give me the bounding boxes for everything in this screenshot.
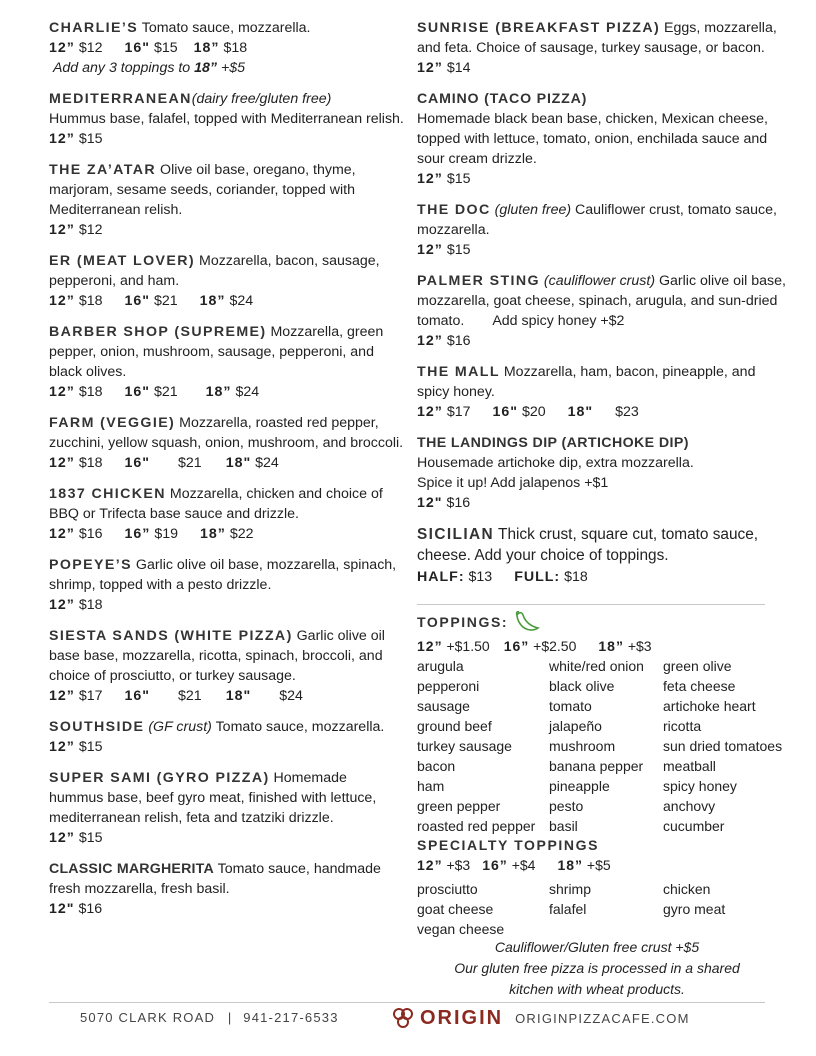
menu-item-charlies — [49, 18, 404, 78]
item-name: SUPER SAMI (GYRO PIZZA) — [49, 770, 270, 786]
specialty-list — [417, 879, 797, 939]
list-item: spicy honey — [663, 778, 737, 794]
list-item: arugula — [417, 658, 464, 674]
item-desc: Olive oil base, oregano, thyme, marjoram, sesame seeds, coriander, topped with Mediterranean relish. — [49, 162, 356, 218]
notes — [417, 937, 777, 1000]
footer-address — [80, 1010, 339, 1025]
item-name: CAMINO (TACO PIZZA) — [417, 91, 588, 107]
price-row: 12” $15 — [49, 739, 103, 755]
item-extra: Spice it up! Add jalapenos +$1 — [417, 475, 609, 491]
list-item: artichoke heart — [663, 698, 756, 714]
menu-item-camino — [417, 89, 789, 189]
toppings-section — [417, 611, 797, 836]
menu-item-sicilian — [417, 524, 789, 588]
price-row: 12” $18 16" $21 18" $24 — [49, 455, 279, 471]
item-desc: Garlic olive oil base base, mozzarella, ricotta, spinach, broccoli, and choice of prosciutto, or turkey sausage. — [49, 628, 385, 684]
item-name: PALMER STING — [417, 273, 540, 289]
separator: | — [227, 1010, 233, 1025]
price-row: 12” $17 16" $21 18" $24 — [49, 688, 303, 704]
item-desc: Housemade artichoke dip, extra mozzarella. — [417, 455, 694, 471]
list-item: tomato — [549, 698, 592, 714]
list-item: ham — [417, 778, 445, 794]
list-item: shrimp — [549, 881, 592, 897]
list-item: sausage — [417, 698, 470, 714]
brand-logo — [392, 1004, 690, 1032]
menu-item-sunrise — [417, 18, 789, 78]
item-desc: Mozzarella, roasted red pepper, zucchini, yellow squash, onion, mushroom, and broccoli. — [49, 415, 404, 451]
price-row: 12" $16 — [49, 901, 103, 917]
list-item: bacon — [417, 758, 456, 774]
list-item: feta cheese — [663, 678, 736, 694]
item-name: THE DOC — [417, 202, 491, 218]
chili-pepper-icon — [514, 611, 540, 633]
toppings-list — [417, 656, 797, 836]
gluten-note-line2: kitchen with wheat products. — [509, 981, 685, 997]
list-item: vegan cheese — [417, 921, 505, 937]
item-name: SICILIAN — [417, 526, 495, 543]
list-item: basil — [549, 818, 578, 834]
menu-item-1837-chicken — [49, 484, 404, 544]
menu-item-mediterranean — [49, 89, 404, 149]
menu-item-classic-margherita — [49, 859, 404, 919]
menu-item-super-sami — [49, 768, 404, 848]
list-item: banana pepper — [549, 758, 644, 774]
price-row: 12” $15 — [49, 131, 103, 147]
price-row: 12” $15 — [417, 242, 471, 258]
item-desc: Homemade hummus base, beef gyro meat, finished with lettuce, mediterranean relish, feta and tzatziki drizzle. — [49, 770, 377, 826]
price-row: 12” $18 16" $21 18” $24 — [49, 384, 260, 400]
list-item: turkey sausage — [417, 738, 512, 754]
list-item: green pepper — [417, 798, 501, 814]
price-row: 12” $17 16" $20 18" $23 — [417, 404, 639, 420]
specialty-title: SPECIALTY TOPPINGS — [417, 837, 600, 853]
item-name: SOUTHSIDE — [49, 719, 145, 735]
list-item: prosciutto — [417, 881, 478, 897]
list-item: ground beef — [417, 718, 492, 734]
list-item: green olive — [663, 658, 732, 674]
list-item: goat cheese — [417, 901, 494, 917]
item-desc: Garlic olive oil base, mozzarella, spinach, shrimp, topped with a pesto drizzle. — [49, 557, 397, 593]
price-row: 12” $16 16” $19 18” $22 — [49, 526, 254, 542]
gluten-note-line1: Our gluten free pizza is processed in a shared — [454, 960, 740, 976]
footer-divider — [49, 1002, 765, 1003]
item-name: FARM (VEGGIE) — [49, 415, 176, 431]
menu-item-barber-shop — [49, 322, 404, 402]
list-item: pepperoni — [417, 678, 480, 694]
price-row: 12" $16 — [417, 495, 471, 511]
item-name: THE ZA’ATAR — [49, 162, 157, 178]
phone: 941-217-6533 — [243, 1010, 339, 1025]
price-row: 12” $18 16" $21 18” $24 — [49, 293, 254, 309]
list-item: gyro meat — [663, 901, 726, 917]
crust-note: Cauliflower/Gluten free crust +$5 — [494, 939, 700, 955]
menu-item-siesta-sands — [49, 626, 404, 706]
item-name: SIESTA SANDS (WHITE PIZZA) — [49, 628, 293, 644]
list-item: black olive — [549, 678, 615, 694]
item-name: CLASSIC MARGHERITA — [49, 861, 214, 877]
list-item: chicken — [663, 881, 711, 897]
item-desc: Mozzarella, ham, bacon, pineapple, and spicy honey. — [417, 364, 756, 400]
item-desc: Mozzarella, chicken and choice of BBQ or Trifecta base sauce and drizzle. — [49, 486, 383, 522]
item-tag: (dairy free/gluten free) — [191, 91, 332, 107]
item-extra: Add any 3 toppings to 18” +$5 — [52, 60, 246, 76]
item-name: THE MALL — [417, 364, 500, 380]
left-column — [49, 18, 404, 930]
item-desc: Thick crust, square cut, tomato sauce, cheese. Add your choice of toppings. — [417, 526, 759, 564]
item-tag: (cauliflower crust) — [539, 273, 656, 289]
menu-item-southside — [49, 717, 404, 757]
price-row: 12” $15 — [417, 171, 471, 187]
list-item: meatball — [663, 758, 716, 774]
menu-item-the-mall — [417, 362, 789, 422]
item-desc: Hummus base, falafel, topped with Mediterranean relish. — [49, 111, 404, 127]
divider — [417, 604, 765, 605]
item-tag: (GF crust) — [144, 719, 212, 735]
item-name: BARBER SHOP (SUPREME) — [49, 324, 267, 340]
list-item: anchovy — [663, 798, 716, 814]
item-desc: Garlic olive oil base, mozzarella, goat cheese, spinach, arugula, and sun-dried tomato. — [417, 273, 786, 329]
item-name: ER (MEAT LOVER) — [49, 253, 196, 269]
item-desc: Homemade black bean base, chicken, Mexican cheese, topped with lettuce, tomato, onion, enchilada sauce and sour cream drizzle. — [417, 111, 768, 167]
brand-name: ORIGIN — [420, 1006, 504, 1029]
item-extra: Add spicy honey +$2 — [492, 313, 625, 329]
item-name: 1837 CHICKEN — [49, 486, 166, 502]
list-item: ricotta — [663, 718, 702, 734]
item-desc: Mozzarella, bacon, sausage, pepperoni, and ham. — [49, 253, 380, 289]
list-item: pesto — [549, 798, 584, 814]
specialty-toppings-section — [417, 835, 797, 939]
right-column — [417, 18, 789, 599]
price-row: 12” $12 — [49, 222, 103, 238]
menu-item-farm — [49, 413, 404, 473]
item-desc: Tomato sauce, mozzarella. — [138, 20, 311, 36]
list-item: sun dried tomatoes — [663, 738, 783, 754]
menu-item-palmer-sting — [417, 271, 789, 351]
price-row: 12” $16 — [417, 333, 471, 349]
item-name: MEDITERRANEAN — [49, 91, 192, 107]
item-name: THE LANDINGS DIP (ARTICHOKE DIP) — [417, 435, 689, 451]
price-row: 12” $14 — [417, 60, 471, 76]
list-item: falafel — [549, 901, 587, 917]
toppings-prices: 12” +$1.50 16” +$2.50 18” +$3 — [417, 638, 652, 654]
menu-item-zaatar — [49, 160, 404, 240]
list-item: cucumber — [663, 818, 725, 834]
address: 5070 CLARK ROAD — [80, 1010, 216, 1025]
item-name: CHARLIE’S — [49, 20, 139, 36]
item-desc: Mozzarella, green pepper, onion, mushroom, sausage, pepperoni, and black olives. — [49, 324, 384, 380]
list-item: white/red onion — [549, 658, 644, 674]
list-item: mushroom — [549, 738, 616, 754]
price-row: 12” $12 16" $15 18” $18 — [49, 40, 248, 56]
menu-item-er — [49, 251, 404, 311]
price-row: 12” $15 — [49, 830, 103, 846]
website: ORIGINPIZZACAFE.COM — [515, 1010, 690, 1026]
item-name: POPEYE’S — [49, 557, 132, 573]
menu-item-the-landings-dip — [417, 433, 789, 513]
item-tag: (gluten free) — [490, 202, 572, 218]
item-desc: Tomato sauce, handmade fresh mozzarella, fresh basil. — [49, 861, 381, 897]
price-row: HALF: $13 FULL: $18 — [417, 569, 588, 585]
menu-item-the-doc — [417, 200, 789, 260]
item-name: SUNRISE (BREAKFAST PIZZA) — [417, 20, 661, 36]
list-item: roasted red pepper — [417, 818, 536, 834]
item-desc: Eggs, mozzarella, and feta. Choice of sausage, turkey sausage, or bacon. — [417, 20, 777, 56]
item-desc: Cauliflower crust, tomato sauce, mozzarella. — [417, 202, 777, 238]
item-desc: Tomato sauce, mozzarella. — [211, 719, 385, 735]
price-row: 12” $18 — [49, 597, 103, 613]
toppings-title: TOPPINGS: — [417, 614, 509, 630]
specialty-prices: 12” +$3 16” +$4 18” +$5 — [417, 857, 611, 873]
pizza-logo-icon — [392, 1007, 414, 1029]
menu-item-popeyes — [49, 555, 404, 615]
list-item: pineapple — [549, 778, 610, 794]
list-item: jalapeño — [549, 718, 602, 734]
